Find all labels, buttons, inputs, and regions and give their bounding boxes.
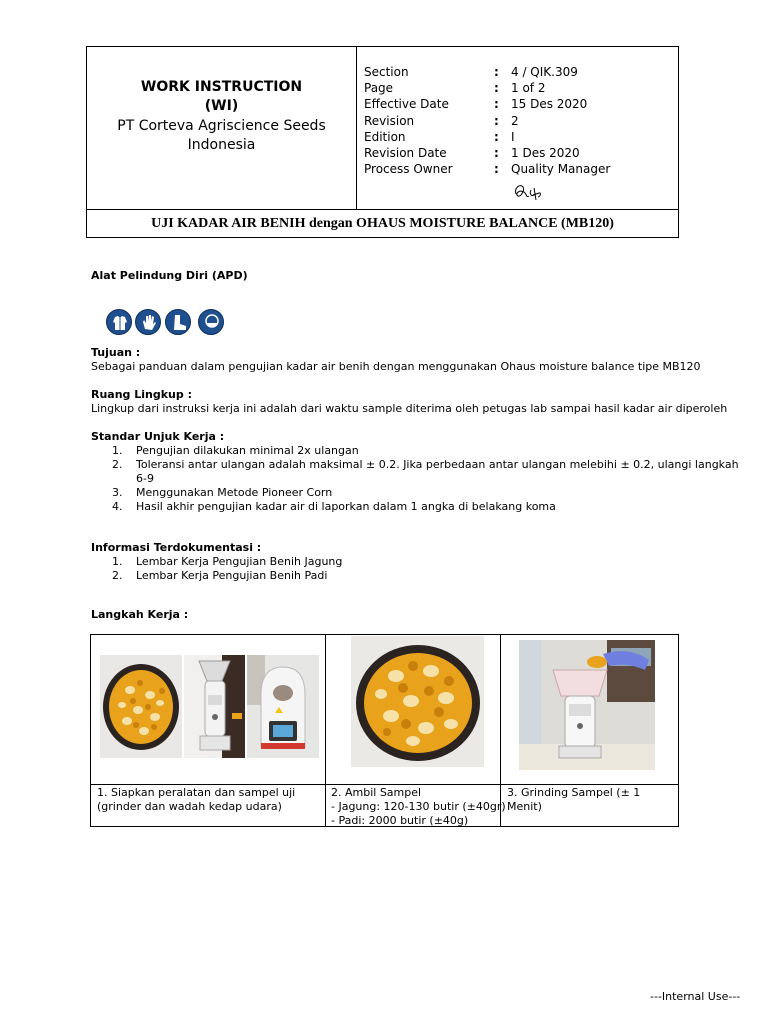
meta-label: Effective Date [364,97,449,111]
footer-classification: ---Internal Use--- [650,990,741,1003]
ruang-lingkup-text: Lingkup dari instruksi kerja ini adalah dari waktu sample diterima oleh petugas lab sampai hasil kadar air diperoleh [91,402,728,415]
meta-separator: : [494,65,499,79]
grinding-photo [519,640,655,770]
list-text: Pengujian dilakukan minimal 2x ulangan [136,444,359,457]
signature-icon [512,180,546,204]
meta-separator: : [494,81,499,95]
step-caption-line: - Jagung: 120-130 butir (±40gr) [331,800,506,813]
lab-coat-icon [106,309,132,335]
step-caption-line: 1. Siapkan peralatan dan sampel uji [97,786,296,799]
list-text: Lembar Kerja Pengujian Benih Padi [136,569,328,582]
list-number: 4. [112,500,123,513]
meta-label: Revision Date [364,146,447,160]
meta-separator: : [494,97,499,111]
mask-icon [198,309,224,335]
standar-list [91,444,739,514]
list-item [91,486,681,500]
list-number: 1. [112,555,123,568]
column-divider [325,635,326,826]
step-caption-line: 2. Ambil Sampel [331,786,422,799]
langkah-heading: Langkah Kerja : [91,608,189,621]
meta-value: 1 of 2 [511,81,546,95]
step-caption [507,786,678,814]
list-text: Lembar Kerja Pengujian Benih Jagung [136,555,343,568]
step-caption-line: - Padi: 2000 butir (±40g) [331,814,469,827]
list-item [91,569,681,583]
gloves-icon [135,309,161,335]
list-text: Menggunakan Metode Pioneer Corn [136,486,333,499]
moisture-balance-photo [247,655,319,758]
header-title [87,78,356,116]
grinder-photo [184,655,245,758]
meta-label: Page [364,81,394,95]
step-caption [331,786,506,828]
list-number: 2. [112,458,123,471]
meta-separator: : [494,114,499,128]
list-item [91,458,739,486]
list-text: Hasil akhir pengujian kadar air di laporkan dalam 1 angka di belakang koma [136,500,556,513]
company-line-2: Indonesia [187,137,256,153]
meta-label: Edition [364,130,406,144]
list-number: 1. [112,444,123,457]
step-caption [97,786,295,814]
steps-table [90,634,679,827]
meta-value: 1 Des 2020 [511,146,580,160]
list-item [91,444,681,458]
meta-value: 15 Des 2020 [511,97,588,111]
meta-separator: : [494,130,499,144]
list-number: 3. [112,486,123,499]
corn-bowl-photo [100,655,182,758]
safety-shoes-icon [165,309,191,335]
ruang-lingkup-heading: Ruang Lingkup : [91,388,192,401]
list-number: 2. [112,569,123,582]
meta-label: Revision [364,114,415,128]
list-text-continued: 6-9 [136,472,154,485]
tujuan-heading: Tujuan : [91,346,141,359]
meta-value: 2 [511,114,519,128]
document-title: UJI KADAR AIR BENIH dengan OHAUS MOISTURE BALANCE (MB120) [87,209,678,238]
informasi-list [91,555,681,583]
sample-bowl-photo [351,636,484,767]
standar-heading: Standar Unjuk Kerja : [91,430,225,443]
meta-value: Quality Manager [511,162,611,176]
apd-heading: Alat Pelindung Diri (APD) [91,269,248,282]
header-title-cell [87,47,357,209]
list-item [91,500,681,514]
list-item [91,555,681,569]
meta-value: 4 / QIK.309 [511,65,578,79]
meta-label: Process Owner [364,162,453,176]
title-line-2: (WI) [204,98,239,114]
step-caption-line: (grinder dan wadah kedap udara) [97,800,282,813]
meta-separator: : [494,146,499,160]
company-line-1: PT Corteva Agriscience Seeds [117,118,326,134]
informasi-heading: Informasi Terdokumentasi : [91,541,262,554]
meta-value: I [511,130,515,144]
step-caption-line: 3. Grinding Sampel (± 1 Menit) [507,786,641,813]
list-text: Toleransi antar ulangan adalah maksimal ± 0.2. Jika perbedaan antar ulangan melebihi ± 0.2, ulangi langkah [136,458,739,471]
document-header [86,46,679,238]
title-line-1: WORK INSTRUCTION [140,79,303,95]
meta-separator: : [494,162,499,176]
meta-label: Section [364,65,409,79]
company-name [87,117,356,155]
row-divider [91,784,678,785]
tujuan-text: Sebagai panduan dalam pengujian kadar air benih dengan menggunakan Ohaus moisture balance tipe MB120 [91,360,701,373]
